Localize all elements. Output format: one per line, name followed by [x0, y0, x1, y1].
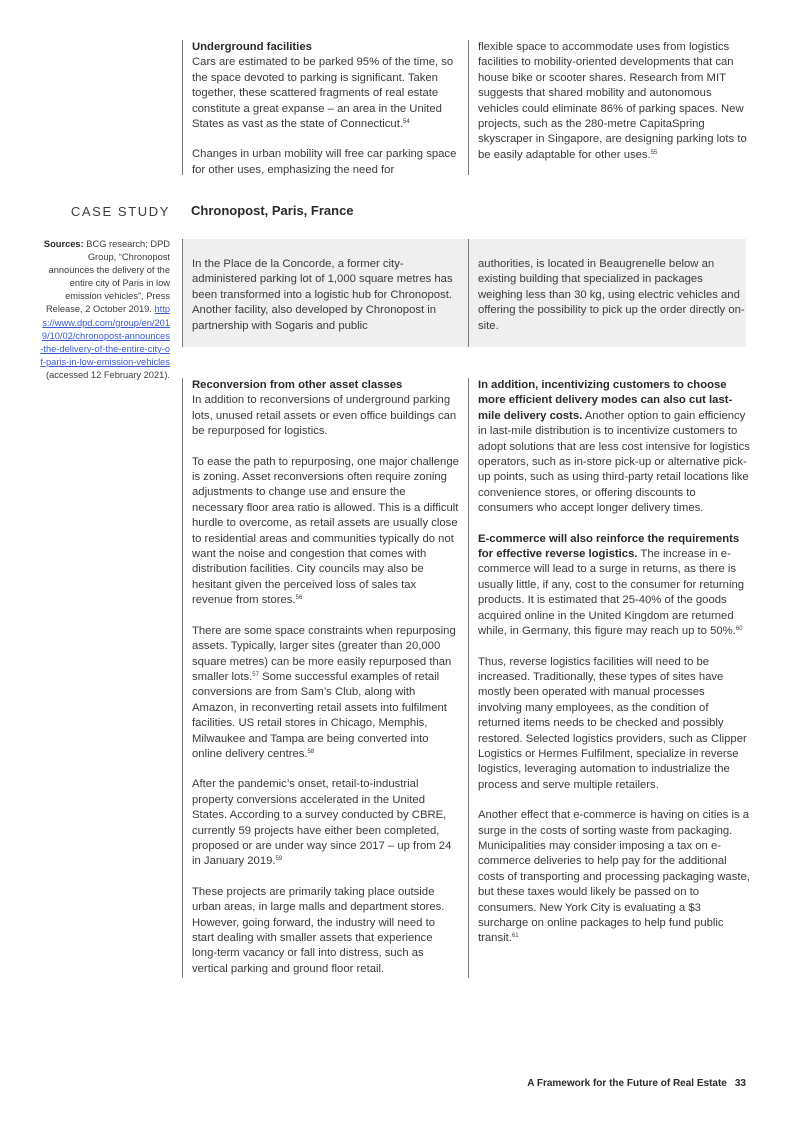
paragraph: To ease the path to repurposing, one major challenge is zoning. Asset reconversions often require zoning adjustments to change use and ensure the necessary floor area ratio is allowed. This is a difficult hurdle to overcome, as retail assets are usually close to residential areas and communities typically do not want the noise and congestion that comes with distribution facilities. City councils may also be hesitant given the perceived loss of sales tax revenue from stores.$^{56}$	[192, 455, 459, 607]
section-heading-underground: Underground facilities	[192, 41, 312, 53]
paragraph: authorities, is located in Beaugrenelle below an existing building that specialized in packages weighing less than 30 kg, using electric vehicles and offering the possibility to pick up the order directly on-site.	[478, 258, 745, 332]
sources-link[interactable]: https://www.dpd.com/group/en/2019/10/02/chronopost-announces-the-delivery-of-the-entire-city-of-paris-in-low-emission-vehicles	[40, 304, 170, 367]
sources-note	[40, 238, 170, 382]
footnote-ref: 59	[275, 856, 283, 863]
footnote-ref: 56	[295, 595, 303, 602]
top-right-column	[468, 40, 750, 175]
sources-accessed: (accessed 12 February 2021).	[45, 369, 170, 380]
paragraph: After the pandemic’s onset, retail-to-industrial property conversions accelerated in the United States. According to a survey conducted by CBRE, currently 59 projects have either been completed, proposed or are under way since 2017 – up from 24 in January 2019.59	[192, 778, 452, 868]
footer-title: A Framework for the Future of Real Estate	[527, 1078, 727, 1089]
case-study-right-column	[468, 239, 750, 347]
footnote-ref: 57	[252, 671, 259, 678]
footnote-ref: 58	[307, 748, 315, 755]
paragraph: In addition, incentivizing customers to choose more efficient delivery modes can also cut last-mile delivery costs. Another option to gain efficiency in last-mile distribution is to incentivize customers to adopt solutions that are less cost intensive for logistics operators, such as in-store pick-up or alternative pick-up points, such as using third-party retail locations like convenience stores, or offering discounts to consumers who accept longer delivery times.	[478, 379, 750, 515]
page-footer	[527, 1076, 746, 1091]
footnote-ref: 61	[511, 933, 519, 940]
top-left-column	[182, 40, 460, 175]
footnote-ref: 54	[403, 119, 410, 126]
sources-label: Sources:	[43, 239, 84, 249]
paragraph: Thus, reverse logistics facilities will need to be increased. Traditionally, these types of sites have mostly been operated with manual processes involving many employees, as the condition of returned items needs to be checked and possibly restored. Selected logistics providers, such as Clipper Logistics or Hermes Fulfilment, specialize in reverse logistics, leveraging automation to industrialize the process and serve multiple retailers.	[478, 655, 747, 791]
paragraph: E-commerce will also reinforce the requirements for effective reverse logistics. The increase in e-commerce will lead to a surge in returns, as there is usually little, if any, cost to the consumer for returning products. It is estimated that 25-40% of the goods acquired online in the United Kingdom are returned while, in Germany, this figure may reach up to 50%.$^{60}$	[478, 532, 745, 638]
section-heading-reconversion: Reconversion from other asset classes	[192, 379, 403, 391]
page-number: 33	[734, 1078, 746, 1089]
paragraph: In addition to reconversions of underground parking lots, unused retail assets or even office buildings can be repurposed for logistics.	[192, 394, 457, 438]
paragraph: In the Place de la Concorde, a former city-administered parking lot of 1,000 square metres has been transformed into a logistic hub for Chronopost. Another facility, also developed by Chronopost in partnership with Sogaris and public	[192, 258, 453, 332]
sources-text: BCG research; DPD Group, “Chronopost announces the delivery of the entire city of Paris in low emission vehicles”, Press Release, 2 October 2019.	[45, 239, 170, 315]
paragraph: Changes in urban mobility will free car parking space for other uses, emphasizing the need for	[192, 148, 457, 176]
paragraph: There are some space constraints when repurposing assets. Typically, larger sites (greater than 20,000 square metres) can be more easily repurposed than smaller lots.$^{57}$ Some successful examples of retail conversions are from Sam’s Club, along with Amazon, in reconverting retail assets into fulfilment facilities. US retail stores in Chicago, Memphis, Milwaukee and Tampa are being converted into online delivery centres.$^{58}$	[192, 624, 456, 760]
case-study-label: CASE STUDY	[70, 204, 170, 219]
paragraph: Another effect that e-commerce is having on cities is a surge in the costs of sorting waste from packaging. Municipalities may consider imposing a tax on e-commerce deliveries to help pay for the additional costs of transporting and processing packaging waste, but these taxes would likely be passed on to consumers. New York City is evaluating a $3 surcharge on online packages to help fund public transit.$^{61}$	[478, 809, 750, 945]
case-study-title: Chronopost, Paris, France	[191, 203, 354, 218]
footnote-ref: 55	[650, 149, 658, 156]
paragraph: flexible space to accommodate uses from logistics facilities to mobility-oriented developments that can house bike or scooter shares. Research from MIT suggests that shared mobility and autonomous vehicles could eliminate 86% of parking spaces. New projects, such as the 280-metre CapitaSpring skyscraper in Singapore, are designing parking lots to be easily adaptable for other uses.$^{55}$	[478, 41, 747, 161]
paragraph: Cars are estimated to be parked 95% of the time, so the space devoted to parking is significant. Taken together, these scattered fragments of real estate constitute a great expanse – an area in the United States as vast as the state of Connecticut.$^{54}$	[192, 56, 454, 131]
body-left-column	[182, 378, 460, 978]
footnote-ref: 60	[735, 626, 743, 633]
case-study-left-column	[182, 239, 460, 347]
paragraph: These projects are primarily taking place outside urban areas, in large malls and department stores. However, going forward, the industry will need to start dealing with smaller assets that experience long-term vacancy or fall into distress, such as vertical parking and ground floor retail.	[192, 885, 445, 975]
body-right-column	[468, 378, 750, 978]
